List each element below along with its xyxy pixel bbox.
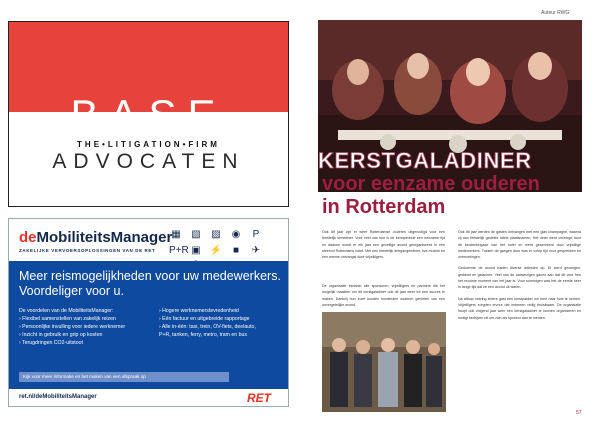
article-title bbox=[322, 173, 540, 219]
base-tagline: THE•LITIGATION•FIRM bbox=[77, 140, 220, 149]
mm-url-link[interactable]: ret.nl/deMobiliteitsManager bbox=[19, 394, 97, 400]
article-title-line2: in Rotterdam bbox=[322, 196, 446, 218]
list-item: › Persoonlijke invulling voor iedere werknemer bbox=[19, 324, 126, 330]
tram-icon: ▨ bbox=[211, 229, 221, 240]
taxi-icon: ■ bbox=[232, 245, 240, 256]
bike-icon: ◉ bbox=[231, 229, 241, 240]
mobiliteitsmanager-ad[interactable] bbox=[8, 218, 289, 407]
list-item: › Inzicht in gebruik en grip op kosten bbox=[19, 332, 103, 338]
bus-icon: ▦ bbox=[171, 229, 181, 240]
article-paragraph: Ook dit jaar werden de gasten ontvangen met een glas champagne, waarna zij aan feestelijk gedekte tafels plaatsnamen. Het diner werd verzorgd door de keukenbrigade van het hotel en werd geserveerd door vrijwillige medewerkers. Tussen de gangen door was er volop tijd voor gesprekken en ontmoetingen. bbox=[458, 230, 581, 260]
parking-icon: P bbox=[252, 229, 260, 240]
mm-headline-line1: Meer reismogelijkheden voor uw medewerkers. bbox=[19, 269, 281, 283]
mm-logo bbox=[19, 229, 172, 246]
mm-blue-panel bbox=[9, 261, 288, 389]
mm-slogan: ZAKELIJKE VERVOERSOPLOSSINGEN VAN DE RET bbox=[19, 248, 156, 253]
mm-info-strip: Kijk voor meer informatie en het maken van een afspraak op bbox=[19, 372, 229, 382]
list-item: › Alle in-één: taxi, trein, OV-fiets, deelauto, bbox=[159, 324, 256, 330]
article-paragraph: Ook dit jaar zijn er weer Rotterdamse ouderen uitgenodigd voor een feestelijk kerstdiner. Voor veel van hen is de kerstperiode een eenzame tijd en daarom wordt er elk jaar een gezellige avond georganiseerd in een sfeervol Rotterdams hotel. Met een feestelijk driegangendiner, live muziek en een warme ontvangst door vrijwilligers. bbox=[322, 230, 445, 260]
article-column-1b bbox=[322, 283, 445, 309]
list-item: De voordelen van de MobiliteitsManager: bbox=[19, 308, 114, 314]
group-photo-graphic bbox=[322, 312, 446, 412]
list-item: › Terugdringen CO2-uitstoot bbox=[19, 340, 83, 346]
list-item: › Hogere werknemerstevredenheid bbox=[159, 308, 239, 314]
mm-benefits-left bbox=[19, 307, 125, 347]
list-item: P+R, tanken, ferry, metro, tram en bus bbox=[159, 332, 247, 338]
base-logo-word: BASE bbox=[70, 91, 227, 138]
list-item: › Eén factuur en uitgebreide rapportage bbox=[159, 316, 250, 322]
ev-charger-icon: ⚡ bbox=[209, 245, 223, 256]
base-advocaten-ad[interactable] bbox=[8, 21, 289, 207]
car-icon: ▣ bbox=[191, 245, 201, 256]
page-number: 57 bbox=[576, 410, 582, 416]
list-item: › Flexibel samenstellen van zakelijk reizen bbox=[19, 316, 116, 322]
base-subtitle: ADVOCATEN bbox=[52, 150, 245, 173]
article-title-line1: voor eenzame ouderen bbox=[322, 173, 540, 195]
article-kicker: KERSTGALADINER bbox=[318, 148, 532, 173]
group-photo bbox=[322, 312, 446, 412]
mm-headline-line2: Voordeliger voor u. bbox=[19, 284, 124, 298]
photo-credit: Auteur RWG bbox=[541, 10, 570, 16]
ret-logo: RET bbox=[247, 391, 271, 405]
train-icon: ▧ bbox=[191, 229, 201, 240]
mm-headline bbox=[19, 269, 281, 299]
article-column-2 bbox=[458, 229, 581, 415]
plane-icon: ✈ bbox=[251, 245, 261, 256]
article-paragraph: Gedurende de avond traden diverse artiesten op. Er werd gezongen, gedanst en gelachen. Veel van de aanwezigen gaven aan dat dit voor hen het mooiste moment van het jaar is. Voor sommigen was het de eerste keer in lange tijd dat ze een avond uit waren. bbox=[458, 266, 581, 290]
article-paragraph: De organisatie bedankt alle sponsoren, vrijwilligers en partners die het mogelijk maakten om dit kerstgaladiner ook dit jaar weer tot een succes te maken. Dankzij hun inzet konden honderden ouderen genieten van een onvergetelijke avond. bbox=[322, 284, 445, 307]
article-column-1a bbox=[322, 229, 445, 269]
pr-icon: P+R bbox=[169, 245, 189, 256]
mm-benefits-right bbox=[159, 307, 256, 339]
mm-logo-name: MobiliteitsManager bbox=[36, 229, 173, 246]
mm-logo-prefix: de bbox=[19, 229, 37, 246]
article-paragraph: Na afloop ontving iedere gast een kerstpakket om mee naar huis te nemen. Vrijwilligers zorgden ervoor dat iedereen veilig thuiskwam. De organisatie hoopt ook volgend jaar weer een kerstgaladiner te kunnen organiseren en nodigt bedrijven uit om zich als sponsor aan te melden. bbox=[458, 296, 581, 320]
